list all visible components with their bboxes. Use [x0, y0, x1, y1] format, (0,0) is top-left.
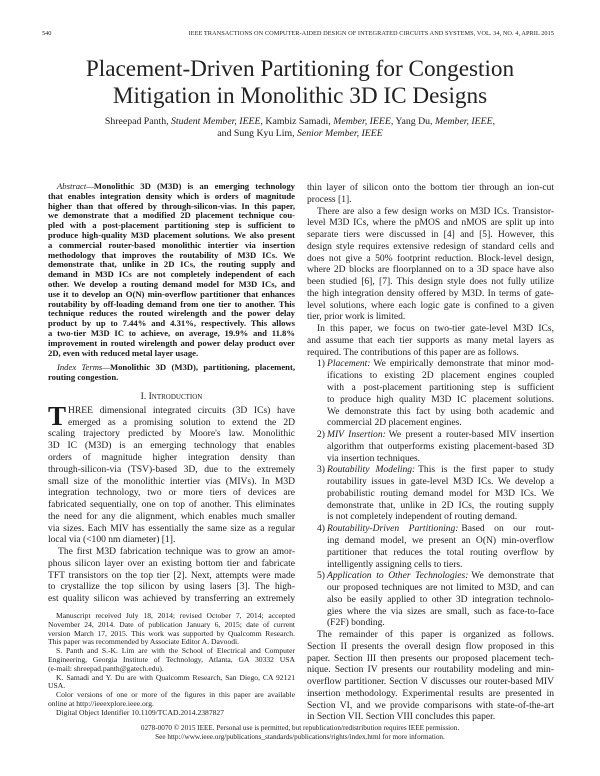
page-number: 540 — [42, 30, 52, 37]
index-terms — [48, 363, 295, 383]
text-line: routability by off-loading demand from one tier to another. This — [48, 298, 295, 309]
paragraph — [48, 363, 295, 383]
title-line-2: Mitigation in Monolithic 3D IC Designs — [112, 83, 488, 109]
paragraph — [48, 400, 295, 546]
text-line: the need for any die alignment, which enables much smaller — [48, 510, 295, 522]
text-line: where 2D blocks are floorplanned on to a 3D space have also — [307, 264, 554, 276]
text-line: does not give a 50% footprint reduction. Block-level design, — [307, 252, 554, 264]
text-line: demonstrate that, unlike in 2D ICs, the routing supply — [327, 499, 554, 511]
text-line: demand in M3D ICs are not completely independent of each — [48, 269, 295, 280]
text-line: scaling trajectory predicted by Moore's law. Monolithic — [48, 428, 295, 440]
text-line: intelligently assigning cells to tiers. — [327, 558, 463, 570]
item-label: Routability-Driven Partitioning: — [327, 523, 459, 535]
text-line: Digital Object Identifier 10.1109/TCAD.2014.2387827 — [56, 707, 225, 717]
text-line: technique reduces the routed wirelength and the power delay — [48, 308, 295, 319]
text-line: higher than that offered by through-silicon-vias. In this paper, — [48, 200, 295, 211]
right-column — [307, 182, 554, 723]
text-line: The remainder of this paper is organized as follows. — [317, 629, 554, 641]
text-line: Placement: We empirically demonstrate that minor mod- — [327, 358, 554, 370]
author-line-1 — [0, 116, 600, 128]
text-line: Abstract—Monolithic 3D (M3D) is an emerging technology — [57, 181, 295, 191]
author-name: , Kambiz Samadi, — [260, 116, 334, 127]
text-line: insertion methodology. Experimental results are presented in — [307, 687, 554, 699]
text-line: nique. Section IV presents our routability modeling and min- — [307, 664, 554, 676]
text-line: that enables integration density which is orders of magnitude — [48, 190, 295, 201]
text-line: Color versions of one or more of the figures in this paper are available — [56, 690, 295, 700]
paragraph — [48, 546, 295, 605]
text-line: TFT transistors on the top tier [2]. Next, attempts were made — [48, 569, 295, 581]
list-number: 3) — [317, 464, 325, 476]
text-line: algorithm that outperforms existing placement-based 3D — [327, 440, 554, 452]
text-line: The first M3D fabrication technique was to grow an amor- — [58, 546, 295, 558]
text-line: Application to Other Technologies: We demonstrate that — [327, 570, 554, 582]
lead-label: Index Terms— — [57, 362, 110, 373]
text-line: version March 17, 2015. This work was supported by Qualcomm Research. — [48, 628, 295, 638]
text-line: via sizes. Each MIV has essentially the same size as a regular — [48, 522, 295, 534]
text-line: Section VI, and we provide comparisons with state-of-the-art — [307, 699, 554, 711]
text-line: Section II presents the overall design flow proposed in this — [307, 640, 554, 652]
author-name: , — [492, 116, 496, 127]
text-line: level M3D ICs, where the pMOS and nMOS are split up into — [307, 217, 554, 229]
paper-title — [0, 56, 600, 110]
author-membership: Member, IEEE — [434, 116, 493, 127]
text-line: with a post-placement partitioning step is sufficient — [327, 382, 554, 394]
contributions-list — [307, 358, 554, 629]
text-line: (F2F) bonding. — [327, 617, 385, 629]
text-line: THREE dimensional integrated circuits (3D ICs) have — [48, 400, 295, 431]
list-item — [307, 464, 554, 523]
text-line: commercial 2D placement engines. — [327, 417, 462, 429]
text-line: process [1]. — [307, 193, 352, 205]
text-line: improvement in routed wirelength and power delay product over — [48, 337, 295, 348]
author-name: Shreepad Panth, — [104, 116, 172, 127]
abstract — [48, 182, 295, 358]
text-line: ing demand model, we present an O(N) min-overflow — [327, 534, 554, 546]
list-number: 4) — [317, 523, 325, 535]
text-line: in Section VII. Section VIII concludes this paper. — [307, 711, 496, 723]
text-line: we demonstrate that a modified 2D placement technique cou- — [48, 210, 295, 221]
list-item — [307, 429, 554, 464]
text-line: to produce high quality M3D IC placement solutions. — [327, 393, 554, 405]
text-line: fabricated sequentially, one on top of another. This eliminates — [48, 499, 295, 511]
copyright-notice — [0, 724, 600, 742]
paper-organization — [307, 629, 554, 723]
text-line: integration technology, two or more tiers of devices are — [48, 487, 295, 499]
text-line: 2D, even with reduced metal layer usage. — [48, 347, 199, 358]
text-line: level solutions, where each logic gate is confined to a given — [307, 299, 554, 311]
list-number: 2) — [317, 429, 325, 441]
paragraph — [307, 182, 554, 206]
author-membership: Member, IEEE — [333, 116, 391, 127]
paragraph — [307, 629, 554, 723]
text-line: a two-tier M3D IC to achieve, on average, 19.9% and 11.8% — [48, 327, 295, 338]
paragraph — [307, 323, 554, 358]
text-line: Routability-Driven Partitioning: Based on our rout- — [327, 523, 555, 535]
text-line: We demonstrate this fact by using both academic and — [327, 405, 554, 417]
drop-cap: T — [48, 400, 67, 431]
intro-continuation — [307, 182, 554, 358]
text-line: the high integration density offered by M3D. In terms of gate- — [307, 287, 554, 299]
paragraph — [48, 709, 295, 718]
text-line: orders of magnitude higher integration density than — [48, 452, 295, 463]
text-line: via insertion techniques. — [327, 452, 421, 464]
text-line: USA. — [48, 681, 66, 691]
text-line: November 24, 2014. Date of publication January 6, 2015; date of current — [48, 619, 295, 629]
list-item — [307, 523, 554, 570]
text-line: 3D IC (M3D) is an emerging technology that enables — [48, 440, 295, 452]
text-line: tier, prior work is limited. — [307, 311, 406, 323]
author-name: and Sung Kyu Lim, — [217, 128, 298, 139]
text-line: small size of the monolithic intertier vias (MIVs). In M3D — [48, 475, 295, 487]
text-line: design style requires extensive redesign of standard cells and — [307, 240, 554, 252]
text-line: partitioner that reduces the total routing overflow by — [327, 546, 554, 558]
item-label: Placement: — [327, 358, 371, 370]
text-line: Index Terms—Monolithic 3D (M3D), partitioning, placement, — [57, 362, 295, 373]
running-header — [42, 29, 554, 38]
text-line: MIV Insertion: We present a router-based MIV insertion — [327, 429, 554, 441]
text-line: ifications to existing 2D placement engines coupled — [327, 370, 554, 382]
text-line: been studied [6], [7]. This design style does not fully utilize — [307, 276, 554, 288]
text-line: est quality silicon was achieved by transferring an extremely — [48, 593, 295, 605]
text-line: also be easily applied to other 3D integration technolo- — [327, 593, 554, 605]
text-line: Routability Modeling: This is the first paper to study — [327, 464, 554, 476]
text-line: methodology that improves the routability of M3D ICs. We — [48, 249, 295, 260]
paragraph — [48, 691, 295, 709]
list-item — [307, 358, 554, 429]
text-line: product by up to 7.44% and 4.31%, respectively. This allows — [48, 318, 295, 329]
item-label: Routability Modeling: — [327, 464, 416, 476]
author-name: , Yang Du, — [390, 116, 435, 127]
text-line: emerged as a promising solution to extend the 2D — [68, 416, 295, 428]
text-line: routing congestion. — [48, 372, 119, 383]
text-line: local via (<100 nm diameter) [1]. — [48, 534, 176, 546]
text-line: demonstrate that, unlike in 2D ICs, the routing supply and — [48, 259, 295, 270]
paragraph — [48, 674, 295, 692]
text-line: to crystallize the top silicon by using lasers [3]. The high- — [48, 581, 295, 593]
text-line: paper. Section III then presents our proposed placement tech- — [307, 652, 554, 664]
text-line: through-silicon-via (TSV)-based 3D, due to the extremely — [48, 463, 295, 475]
author-membership: Student Member, IEEE — [171, 116, 261, 127]
list-number: 5) — [317, 570, 325, 582]
lead-label: Abstract— — [57, 181, 94, 191]
copyright-line-1: 0278-0070 © 2015 IEEE. Personal use is permitted, but republication/redistribution requires IEEE permission. — [140, 724, 460, 732]
title-line-1: Placement-Driven Partitioning for Congestion — [85, 56, 515, 82]
text-line: S. Panth and S.-K. Lim are with the School of Electrical and Computer — [56, 646, 295, 656]
text-line: pled with a post-placement partitioning step is sufficient to — [48, 220, 295, 231]
section-heading-introduction: I. Introduction — [140, 390, 203, 402]
text-line: is not completely independent of routing demand. — [327, 511, 518, 523]
text-line: our proposed techniques are not limited to M3D, and can — [327, 582, 554, 594]
text-line: routability issues in gate-level M3D ICs. We develop a — [327, 476, 554, 488]
text-line: use it to develop an O(N) min-overflow partitioner that enhances — [48, 288, 295, 299]
text-line: and assume that each tier supports as many metal layers as — [307, 334, 554, 346]
text-line: (e-mail: shreepad.panth@gatech.edu). — [48, 663, 164, 673]
text-line: probabilistic routing demand model for M3D ICs. We — [327, 487, 554, 499]
text-line: phous silicon layer over an existing bottom tier and fabricate — [48, 557, 295, 569]
text-line: There are also a few design works on M3D ICs. Transistor- — [317, 205, 554, 217]
text-line: required. The contributions of this paper are as follows. — [307, 346, 519, 358]
text-line: a commercial router-based monolithic intertier via insertion — [48, 239, 295, 250]
text-line: overflow partitioner. Section V discusses our router-based MIV — [307, 676, 554, 688]
text-line: Manuscript received July 18, 2014; revised October 7, 2014; accepted — [56, 611, 295, 620]
author-line-2 — [0, 128, 600, 140]
introduction-text — [48, 400, 295, 605]
paragraph — [48, 182, 295, 358]
footnotes — [48, 612, 295, 718]
text-line: gies where the via sizes are small, such as face-to-face — [327, 605, 554, 617]
text-line: thin layer of silicon onto the bottom tier through an ion-cut — [307, 182, 554, 193]
text-line: Engineering, Georgia Institute of Technology, Atlanta, GA 30332 USA — [48, 654, 295, 664]
journal-header: IEEE TRANSACTIONS ON COMPUTER-AIDED DESIGN OF INTEGRATED CIRCUITS AND SYSTEMS, VOL. 34, NO. 4, APRIL 2015 — [188, 30, 554, 37]
item-label: Application to Other Technologies: — [327, 570, 469, 582]
text-line: K. Samadi and Y. Du are with Qualcomm Research, San Diego, CA 92121 — [56, 672, 295, 682]
text-line: online at http://ieeexplore.ieee.org. — [48, 698, 154, 708]
author-list — [0, 116, 600, 140]
copyright-line-2: See http://www.ieee.org/publications_standards/publications/rights/index.html for more information. — [155, 733, 445, 741]
text-line: produce high-quality M3D placement solutions. We also present — [48, 229, 295, 240]
text-line: In this paper, we focus on two-tier gate-level M3D ICs, — [317, 323, 554, 335]
list-number: 1) — [317, 358, 325, 370]
paragraph — [48, 612, 295, 647]
item-label: MIV Insertion: — [327, 429, 386, 441]
text-line: This paper was recommended by Associate Editor A. Davoodi. — [48, 637, 240, 647]
paragraph — [307, 206, 554, 324]
list-item — [307, 570, 554, 629]
paragraph — [48, 647, 295, 673]
text-line: other. We develop a routing demand model for M3D ICs, and — [48, 278, 295, 289]
author-membership: Senior Member, IEEE — [297, 128, 383, 139]
left-column — [48, 182, 295, 605]
text-line: separate tiers were discussed in [4] and [5]. However, this — [307, 229, 554, 241]
